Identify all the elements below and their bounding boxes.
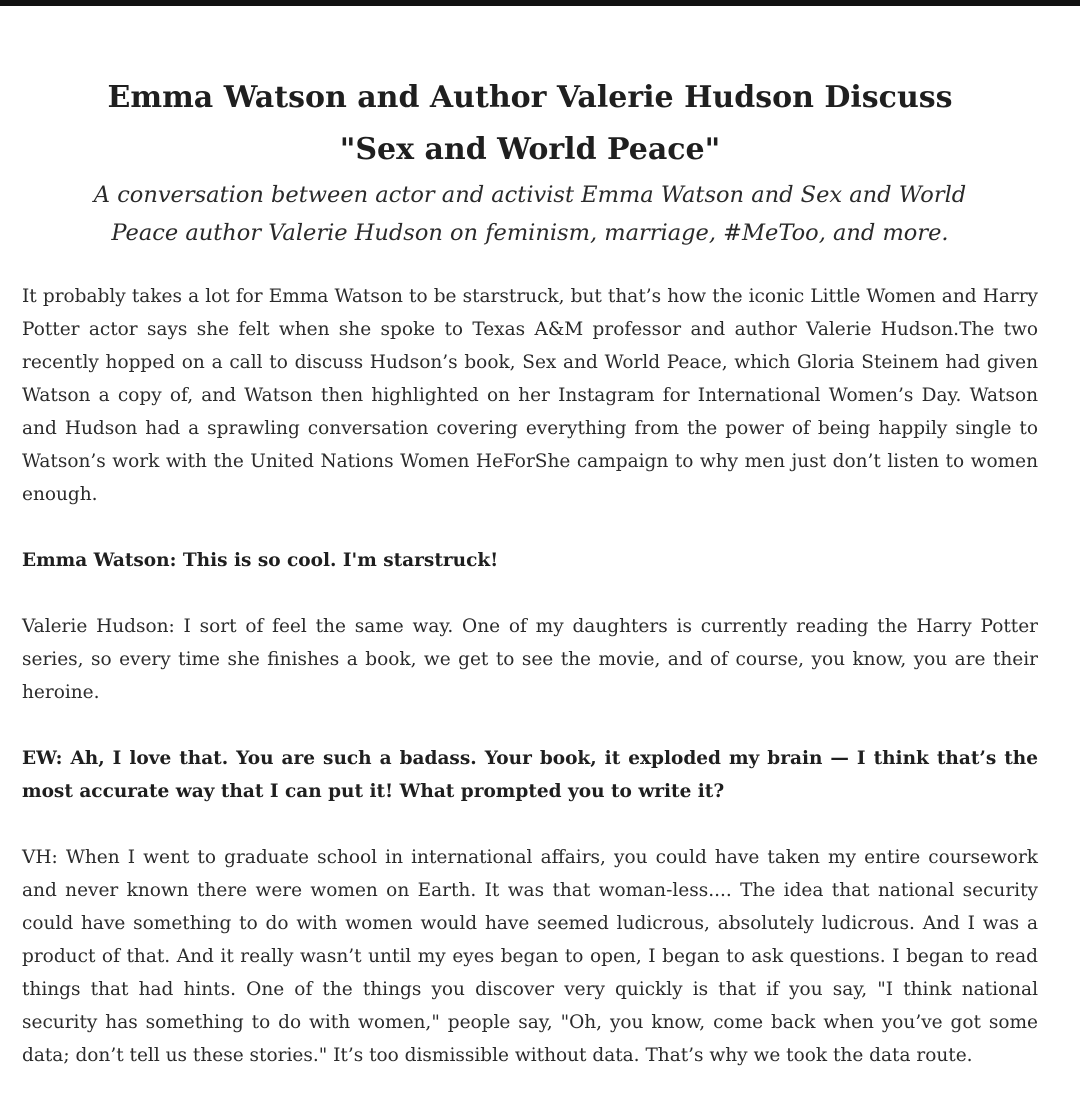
question-paragraph-ew-2: EW: Ah, I love that. You are such a badass. Your book, it exploded my brain — I think that’s the most accurate way that I can put it! What prompted you to write it? bbox=[22, 748, 1038, 802]
article bbox=[22, 72, 1038, 1105]
article-title-line-1: Emma Watson and Author Valerie Hudson Discuss bbox=[107, 80, 953, 115]
top-border-bar bbox=[0, 0, 1080, 6]
intro-paragraph: It probably takes a lot for Emma Watson to be starstruck, but that’s how the iconic Little Women and Harry Potter actor says she felt when she spoke to Texas A&M professor and author Valerie Hudson.The two recently hopped on a call to discuss Hudson’s book, Sex and World Peace, which Gloria Steinem had given Watson a copy of, and Watson then highlighted on her Instagram for International Women’s Day. Watson and Hudson had a sprawling conversation covering everything from the power of being happily single to Watson’s work with the United Nations Women HeForShe campaign to why men just don’t listen to women enough. bbox=[22, 286, 1038, 505]
article-title bbox=[22, 72, 1038, 176]
question-paragraph-ew-1: Emma Watson: This is so cool. I'm starstruck! bbox=[22, 550, 499, 571]
article-subtitle: A conversation between actor and activist Emma Watson and Sex and World Peace author Valerie Hudson on feminism, marriage, #MeToo, and more. bbox=[93, 182, 967, 246]
article-title-line-2: "Sex and World Peace" bbox=[339, 132, 721, 167]
answer-paragraph-vh-2: VH: When I went to graduate school in international affairs, you could have taken my entire coursework and never known there were women on Earth. It was that woman-less.... The idea that national security could have something to do with women would have seemed ludicrous, absolutely ludicrous. And I was a product of that. And it really wasn’t until my eyes began to open, I began to ask questions. I began to read things that had hints. One of the things you discover very quickly is that if you say, "I think national security has something to do with women," people say, "Oh, you know, come back when you’ve got some data; don’t tell us these stories." It’s too dismissible without data. That’s why we took the data route. bbox=[22, 847, 1038, 1066]
answer-paragraph-vh-1: Valerie Hudson: I sort of feel the same way. One of my daughters is currently reading the Harry Potter series, so every time she finishes a book, we get to see the movie, and of course, you know, you are their heroine. bbox=[22, 616, 1038, 703]
